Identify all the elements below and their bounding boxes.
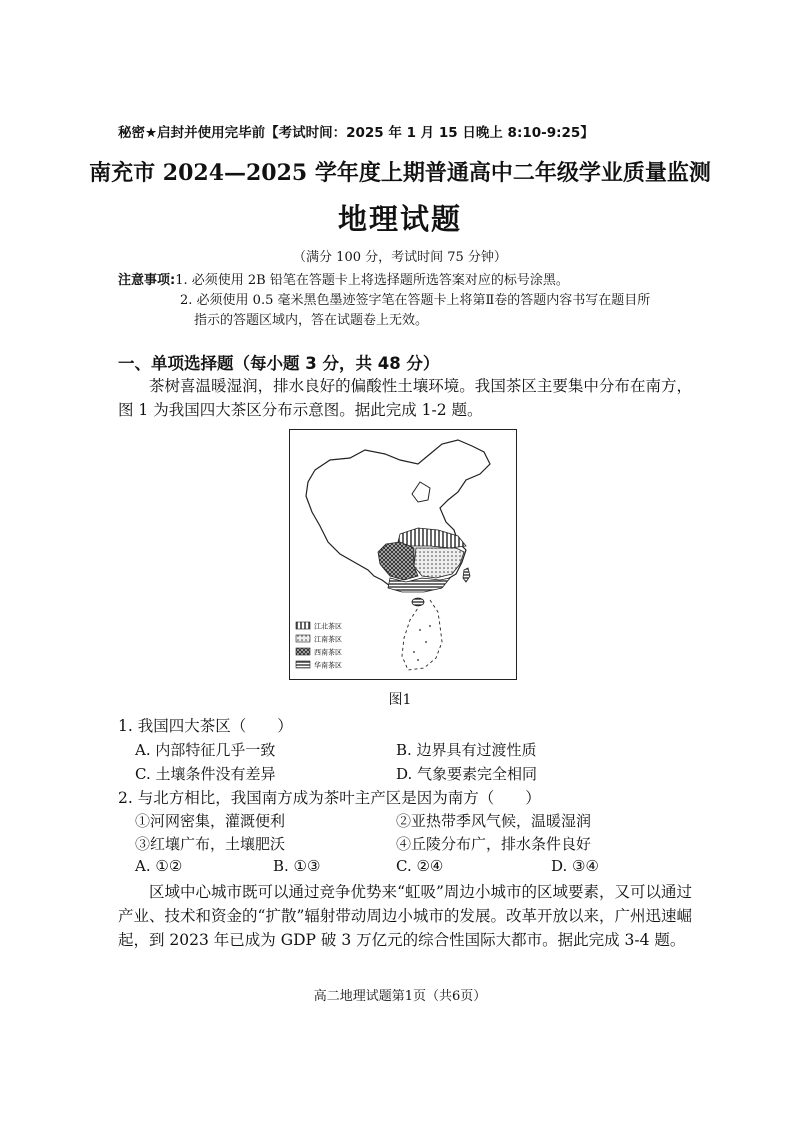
- q2-statement-4: ④丘陵分布广，排水条件良好: [396, 835, 592, 853]
- south-sea-boundary: [402, 600, 442, 670]
- q2-option-d: D. ③④: [551, 857, 599, 875]
- subject-title: 地理试题: [337, 202, 462, 236]
- map-legend: [296, 622, 342, 670]
- tea-region-map: [289, 429, 517, 680]
- legend-huanan: 华南茶区: [314, 661, 342, 670]
- notice-label: 注意事项:: [118, 273, 176, 288]
- page-footer: 高二地理试题第1页（共6页）: [313, 989, 487, 1004]
- notice-item-1: 1. 必须使用 2B 铅笔在答题卡上将选择题所选答案对应的标号涂黑。: [175, 273, 569, 288]
- q2-option-a: A. ①②: [135, 857, 183, 875]
- intro-paragraph-2: [118, 880, 692, 952]
- intro-text-1: 茶树喜温暖湿润，排水良好的偏酸性土壤环境。我国茶区主要集中分布在南方，图 1 为我国四大茶区分布示意图。据此完成 1-2 题。: [118, 377, 692, 419]
- taiwan-island: [463, 568, 470, 582]
- question-2-stem: 2. 与北方相比，我国南方成为茶叶主产区是因为南方（ ）: [118, 789, 541, 807]
- question-1-stem: 1. 我国四大茶区（ ）: [118, 717, 293, 735]
- q1-option-c: C. 土壤条件没有差异: [135, 765, 276, 783]
- q2-statement-3: ③红壤广布，土壤肥沃: [135, 835, 286, 853]
- huanan-region: [388, 578, 450, 592]
- q1-option-a: A. 内部特征几乎一致: [135, 741, 276, 759]
- section-title: 一、单项选择题（每小题 3 分，共 48 分）: [118, 354, 440, 373]
- exam-title: 南充市 2024—2025 学年度上期普通高中二年级学业质量监测: [89, 160, 711, 186]
- legend-jiangnan: 江南茶区: [314, 635, 342, 644]
- south-sea-islands: [413, 625, 431, 661]
- q1-option-d: D. 气象要素完全相同: [396, 765, 538, 783]
- legend-xinan: 西南茶区: [314, 648, 342, 657]
- jiangbei-region: [398, 528, 466, 548]
- score-note: （满分 100 分，考试时间 75 分钟）: [293, 250, 507, 265]
- legend-jiangbei: 江北茶区: [314, 622, 342, 631]
- intro-text-2: 区域中心城市既可以通过竞争优势来“虹吸”周边小城市的区域要素，又可以通过产业、技术和资金的“扩散”辐射带动周边小城市的发展。改革开放以来，广州迅速崛起，到 2023 年已成为 GDP 破 3 万亿元的综合性国际大都市。据此完成 3-4 题。: [118, 883, 692, 949]
- china-map-svg: [290, 430, 515, 678]
- q2-statement-2: ②亚热带季风气候，温暖湿润: [396, 812, 592, 830]
- q2-option-b: B. ①③: [273, 857, 321, 875]
- figure-caption: 图1: [388, 692, 412, 708]
- q2-option-c: C. ②④: [396, 857, 444, 875]
- confidential-line: 秘密★启封并使用完毕前【考试时间：2025 年 1 月 15 日晚上 8:10-9:25】: [118, 125, 594, 141]
- hainan-island: [412, 598, 424, 606]
- notice-item-2b: 指示的答题区域内，答在试题卷上无效。: [194, 313, 429, 328]
- intro-paragraph-1: [118, 374, 692, 422]
- notice-block: [118, 271, 650, 331]
- notice-item-2a: 2. 必须使用 0.5 毫米黑色墨迹签字笔在答题卡上将第Ⅱ卷的答题内容书写在题目所: [180, 293, 651, 308]
- q1-option-b: B. 边界具有过渡性质: [396, 741, 537, 759]
- q2-statement-1: ①河网密集，灌溉便利: [135, 812, 286, 830]
